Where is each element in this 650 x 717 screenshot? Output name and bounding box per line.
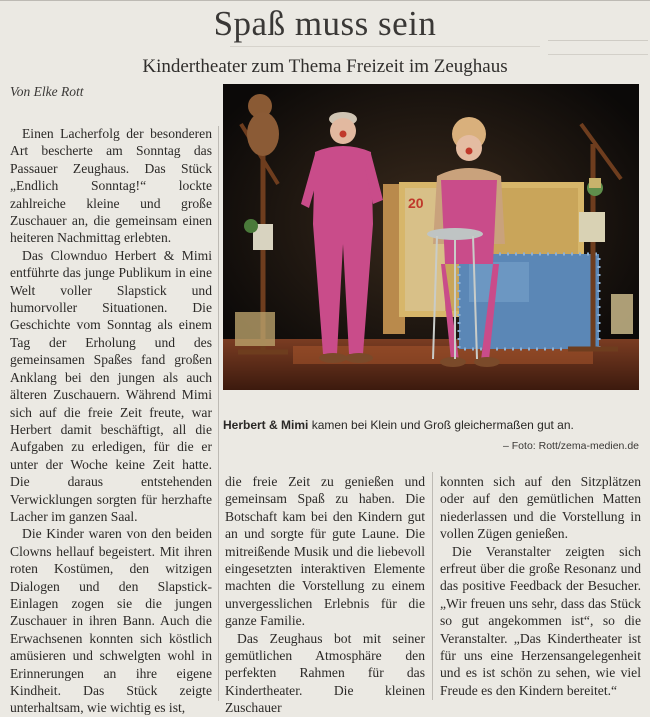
photo-caption xyxy=(223,418,639,432)
photo-credit: – Foto: Rott/zema-medien.de xyxy=(503,440,639,452)
byline: Von Elke Rott xyxy=(10,84,84,99)
column-rule-2 xyxy=(432,472,433,700)
paragraph: Das Clownduo Herbert & Mimi entführte das junge Publikum in eine Welt voller Slapstick und humorvoller Situationen. Die Geschichte vom Sonntag als einem Tag der Erholung und des gemeinsamen Spaßes fand großen Anklang bei den jungen als auch älteren Zuschauern. Während Mimi sich auf die freie Zeit freute, war Herbert damit beschäftigt, all die Aufgaben zu erledigen, für die er unter der Woche keine Zeit hatte. Die daraus entstehenden Verwicklungen sorgten für herzhafte Lacher im ganzen Saal. xyxy=(10,247,212,524)
paragraph: Einen Lacherfolg der besonderen Art bescherte am Sonntag das Passauer Zeughaus. Das Stück „Endlich Sonntag!“ lockte zahlreiche kleine und große Zuschauer an, die gemeinsam einen heiteren Nachmittag erlebten. xyxy=(10,126,212,246)
stage-photo xyxy=(223,84,639,390)
clown-stage-illustration xyxy=(223,84,639,390)
top-rule xyxy=(0,0,650,1)
headline: Spaß muss sein xyxy=(213,4,437,43)
caption-names: Herbert & Mimi xyxy=(223,418,309,432)
paragraph: Das Zeughaus bot mit seiner gemütlichen Atmosphäre den perfekten Rahmen für das Kindertheater. Die kleinen Zuschauer xyxy=(225,630,425,716)
article-column-1 xyxy=(10,125,212,717)
subheadline: Kindertheater zum Thema Freizeit im Zeughaus xyxy=(142,56,508,77)
article-column-2 xyxy=(225,473,425,717)
paragraph: Die Kinder waren von den beiden Clowns hellauf begeistert. Mit ihren roten Kostümen, den witzigen Dialogen und den Slapstick-Einlagen zogen sie die jungen Zuschauer in ihren Bann. Auch die Erwachsenen konnten sich köstlich amüsieren und schwelgten wohl in Erinnerungen an ihre eigene Kindheit. Das Stück zeigte unterhaltsam, wie wichtig es ist, xyxy=(10,526,212,716)
sign-text: 20 xyxy=(408,195,424,211)
paragraph: konnten sich auf den Sitzplätzen oder auf den gemütlichen Matten niederlassen und die Vorstellung in vollen Zügen genießen. xyxy=(440,474,641,542)
article-column-3 xyxy=(440,473,641,699)
column-rule-1 xyxy=(218,126,219,701)
caption-text: kamen bei Klein und Groß gleichermaßen gut an. xyxy=(308,418,574,432)
paragraph: die freie Zeit zu genießen und gemeinsam Spaß zu haben. Die Botschaft kam bei den Kindern gut an und sorgte für gute Laune. Die mitreißende Musik und die liebevoll eingesetzten interaktiven Elemente machten die Vorstellung zu einem unvergesslichen Erlebnis für die ganze Familie. xyxy=(225,474,425,629)
paragraph: Die Veranstalter zeigten sich erfreut über die große Resonanz und das positive Feedback der Besucher. „Wir freuen uns sehr, dass das Stück so gut angekommen ist“, so die Veranstalter. „Das Kindertheater ist für uns eine Herzensangelegenheit und es ist schön zu sehen, wie viel Freude es den Kindern bereitet.“ xyxy=(440,543,641,698)
